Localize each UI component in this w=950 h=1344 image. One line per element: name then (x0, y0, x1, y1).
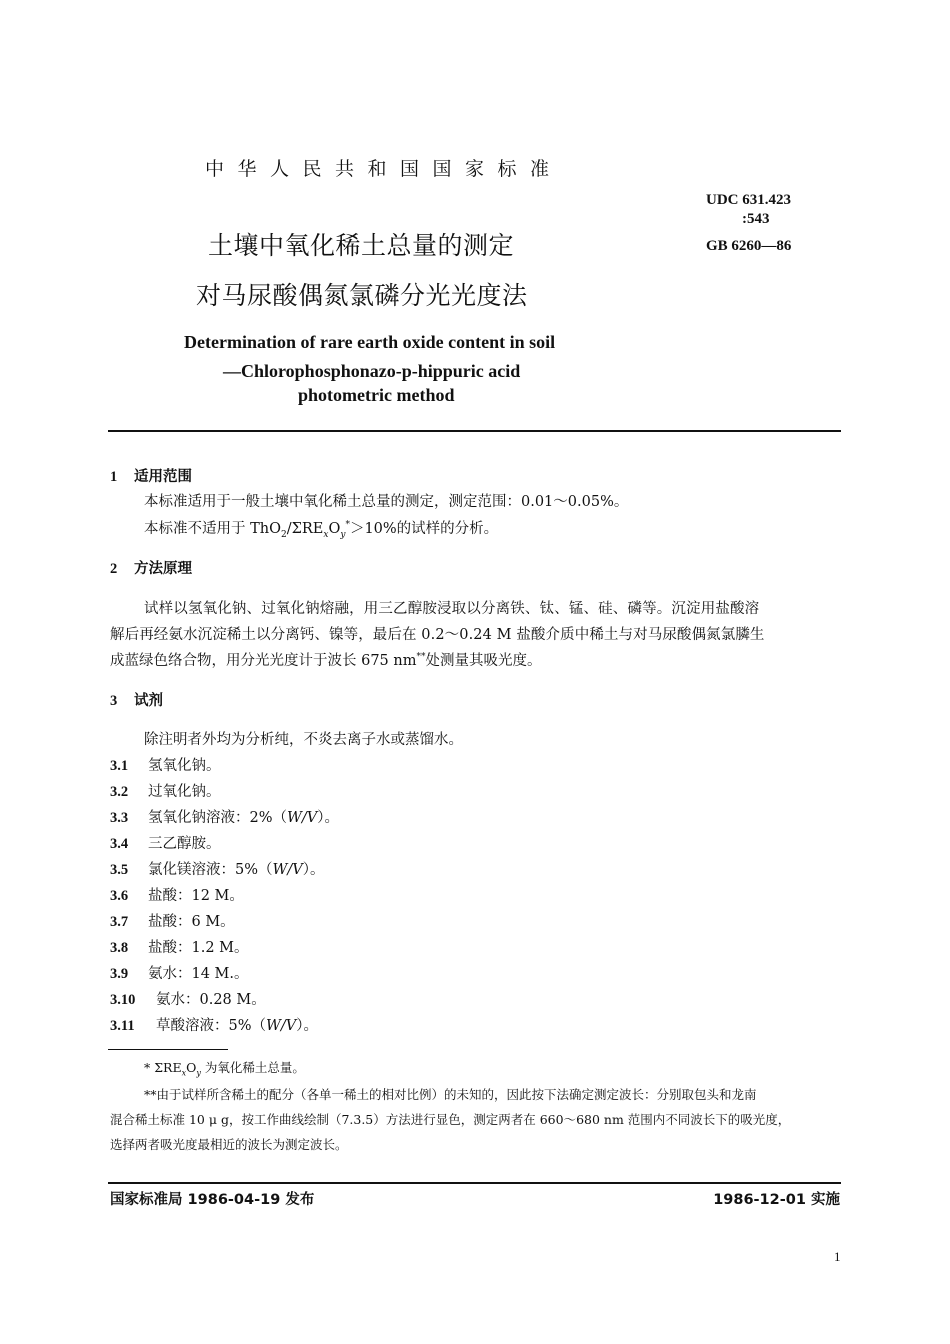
reagent-item (110, 988, 266, 1009)
section2-line1: 试样以氢氧化钠、过氧化钠熔融，用三乙醇胺浸取以分离铁、钛、锰、硅、磷等。沉淀用盐酸溶 (144, 601, 760, 617)
reagent-item (110, 936, 249, 957)
udc-number: UDC 631.423 (706, 192, 791, 208)
national-standard-title: 中华人民共和国国家标准 (205, 158, 563, 180)
reagent-unit: W/V (287, 810, 318, 826)
reagent-number: 3.1 (110, 758, 129, 774)
section1-para1: 本标准适用于一般土壤中氧化稀土总量的测定，测定范围：0.01～0.05%。 (144, 494, 629, 510)
reagent-item (110, 884, 244, 905)
reagent-number: 3.2 (110, 784, 129, 800)
reagent-text: 三乙醇胺。 (148, 836, 221, 852)
para2-text-d: ＞10%的试样的分析。 (349, 521, 499, 537)
section2-number: 2 (110, 561, 118, 577)
reagent-tail: ）。 (302, 862, 325, 878)
udc-number-cont: :543 (742, 211, 770, 227)
reagent-item (110, 858, 325, 879)
section2-line3-tail: 处测量其吸光度。 (425, 653, 542, 669)
reagent-text: 盐酸：6 M。 (148, 914, 235, 930)
issue-date: 国家标准局 1986-04-19 发布 (110, 1192, 315, 1208)
section3-intro: 除注明者外均为分析纯，不炎去离子水或蒸馏水。 (144, 732, 463, 748)
section2-line2: 解后再经氨水沉淀稀土以分离钙、镍等，最后在 0.2～0.24 M 盐酸介质中稀土与对马尿酸偶氮氯膦生 (110, 627, 765, 643)
gb-number: GB 6260—86 (706, 238, 792, 254)
reagent-item (110, 754, 221, 775)
reagent-number: 3.11 (110, 1018, 135, 1034)
reagent-tail: ）。 (317, 810, 340, 826)
reagent-number: 3.5 (110, 862, 129, 878)
reagent-unit: W/V (266, 1018, 297, 1034)
footnote-2-line3: 选择两者吸光度最相近的波长为测定波长。 (110, 1137, 348, 1152)
reagent-item (110, 910, 235, 931)
fn1-text-c: 为氧化稀土总量。 (200, 1060, 305, 1075)
reagent-item (110, 962, 249, 983)
title-en-line3: photometric method (298, 385, 455, 405)
reagent-text: 草酸溶液：5%（ (156, 1018, 267, 1034)
section2-line3-text: 成蓝绿色络合物，用分光光度计于波长 675 nm (110, 653, 417, 669)
reagent-number: 3.10 (110, 992, 136, 1008)
para2-sub2: x (323, 529, 329, 540)
para2-text-a: 本标准不适用于 ThO (144, 521, 282, 537)
section2-line3 (110, 649, 541, 670)
fn1-text-b: O (186, 1060, 197, 1075)
reagent-text: 氨水：14 M.。 (148, 966, 249, 982)
section2-title: 方法原理 (134, 561, 192, 577)
reagent-item (110, 806, 339, 827)
reagent-item (110, 1014, 318, 1035)
fn1-text-a: * ΣRE (144, 1060, 182, 1075)
section3-title: 试剂 (134, 693, 163, 709)
reagent-number: 3.9 (110, 966, 129, 982)
reagent-text: 过氧化钠。 (148, 784, 221, 800)
reagent-number: 3.4 (110, 836, 129, 852)
reagent-text: 盐酸：12 M。 (148, 888, 244, 904)
reagent-text: 氢氧化钠溶液：2%（ (148, 810, 288, 826)
fn1-sub1: x (181, 1068, 187, 1078)
effective-date: 1986-12-01 实施 (713, 1192, 840, 1208)
reagent-unit: W/V (272, 862, 303, 878)
footnote-2-line2: 混合稀土标准 10 μ g，按工作曲线绘制（7.3.5）方法进行显色，测定两者在 660～680 nm 范围内不同波长下的吸光度， (110, 1112, 791, 1127)
section1-title: 适用范围 (134, 469, 192, 485)
section1-number: 1 (110, 469, 118, 485)
para2-text-b: /ΣRE (286, 521, 324, 537)
section2-footnote-mark: ** (416, 652, 426, 663)
reagent-number: 3.3 (110, 810, 129, 826)
section2-heading (110, 557, 192, 578)
reagent-tail: ）。 (296, 1018, 319, 1034)
para2-text-c: O (328, 521, 341, 537)
reagent-item (110, 780, 221, 801)
reagent-text: 氯化镁溶液：5%（ (148, 862, 273, 878)
title-zh-line1: 土壤中氧化稀土总量的测定 (208, 231, 515, 260)
footnote-1 (144, 1058, 305, 1078)
section3-number: 3 (110, 693, 118, 709)
reagent-text: 氢氧化钠。 (148, 758, 221, 774)
reagent-text: 氨水：0.28 M。 (156, 992, 266, 1008)
page-number: 1 (834, 1249, 841, 1264)
footer-divider (108, 1182, 841, 1184)
reagent-item (110, 832, 221, 853)
title-en-line1: Determination of rare earth oxide content in soil (184, 332, 556, 352)
fn1-sub2: y (196, 1068, 201, 1078)
title-divider (108, 430, 841, 432)
reagent-number: 3.7 (110, 914, 129, 930)
section1-heading (110, 465, 192, 486)
section1-para2 (144, 517, 498, 540)
section3-heading (110, 689, 163, 710)
title-zh-line2: 对马尿酸偶氮氯磷分光光度法 (196, 281, 528, 310)
reagent-number: 3.8 (110, 940, 129, 956)
reagent-text: 盐酸：1.2 M。 (148, 940, 249, 956)
para2-footnote-mark: * (345, 520, 350, 531)
para2-sub3: y (340, 529, 346, 540)
title-en-line2: —Chlorophosphonazo-p-hippuric acid (223, 361, 521, 381)
para2-sub1: 2 (281, 529, 287, 540)
footnote-2-line1: **由于试样所含稀土的配分（各单一稀土的相对比例）的未知的，因此按下法确定测定波长：分别取包头和龙南 (144, 1087, 757, 1102)
footnote-divider (108, 1049, 228, 1050)
reagent-number: 3.6 (110, 888, 129, 904)
